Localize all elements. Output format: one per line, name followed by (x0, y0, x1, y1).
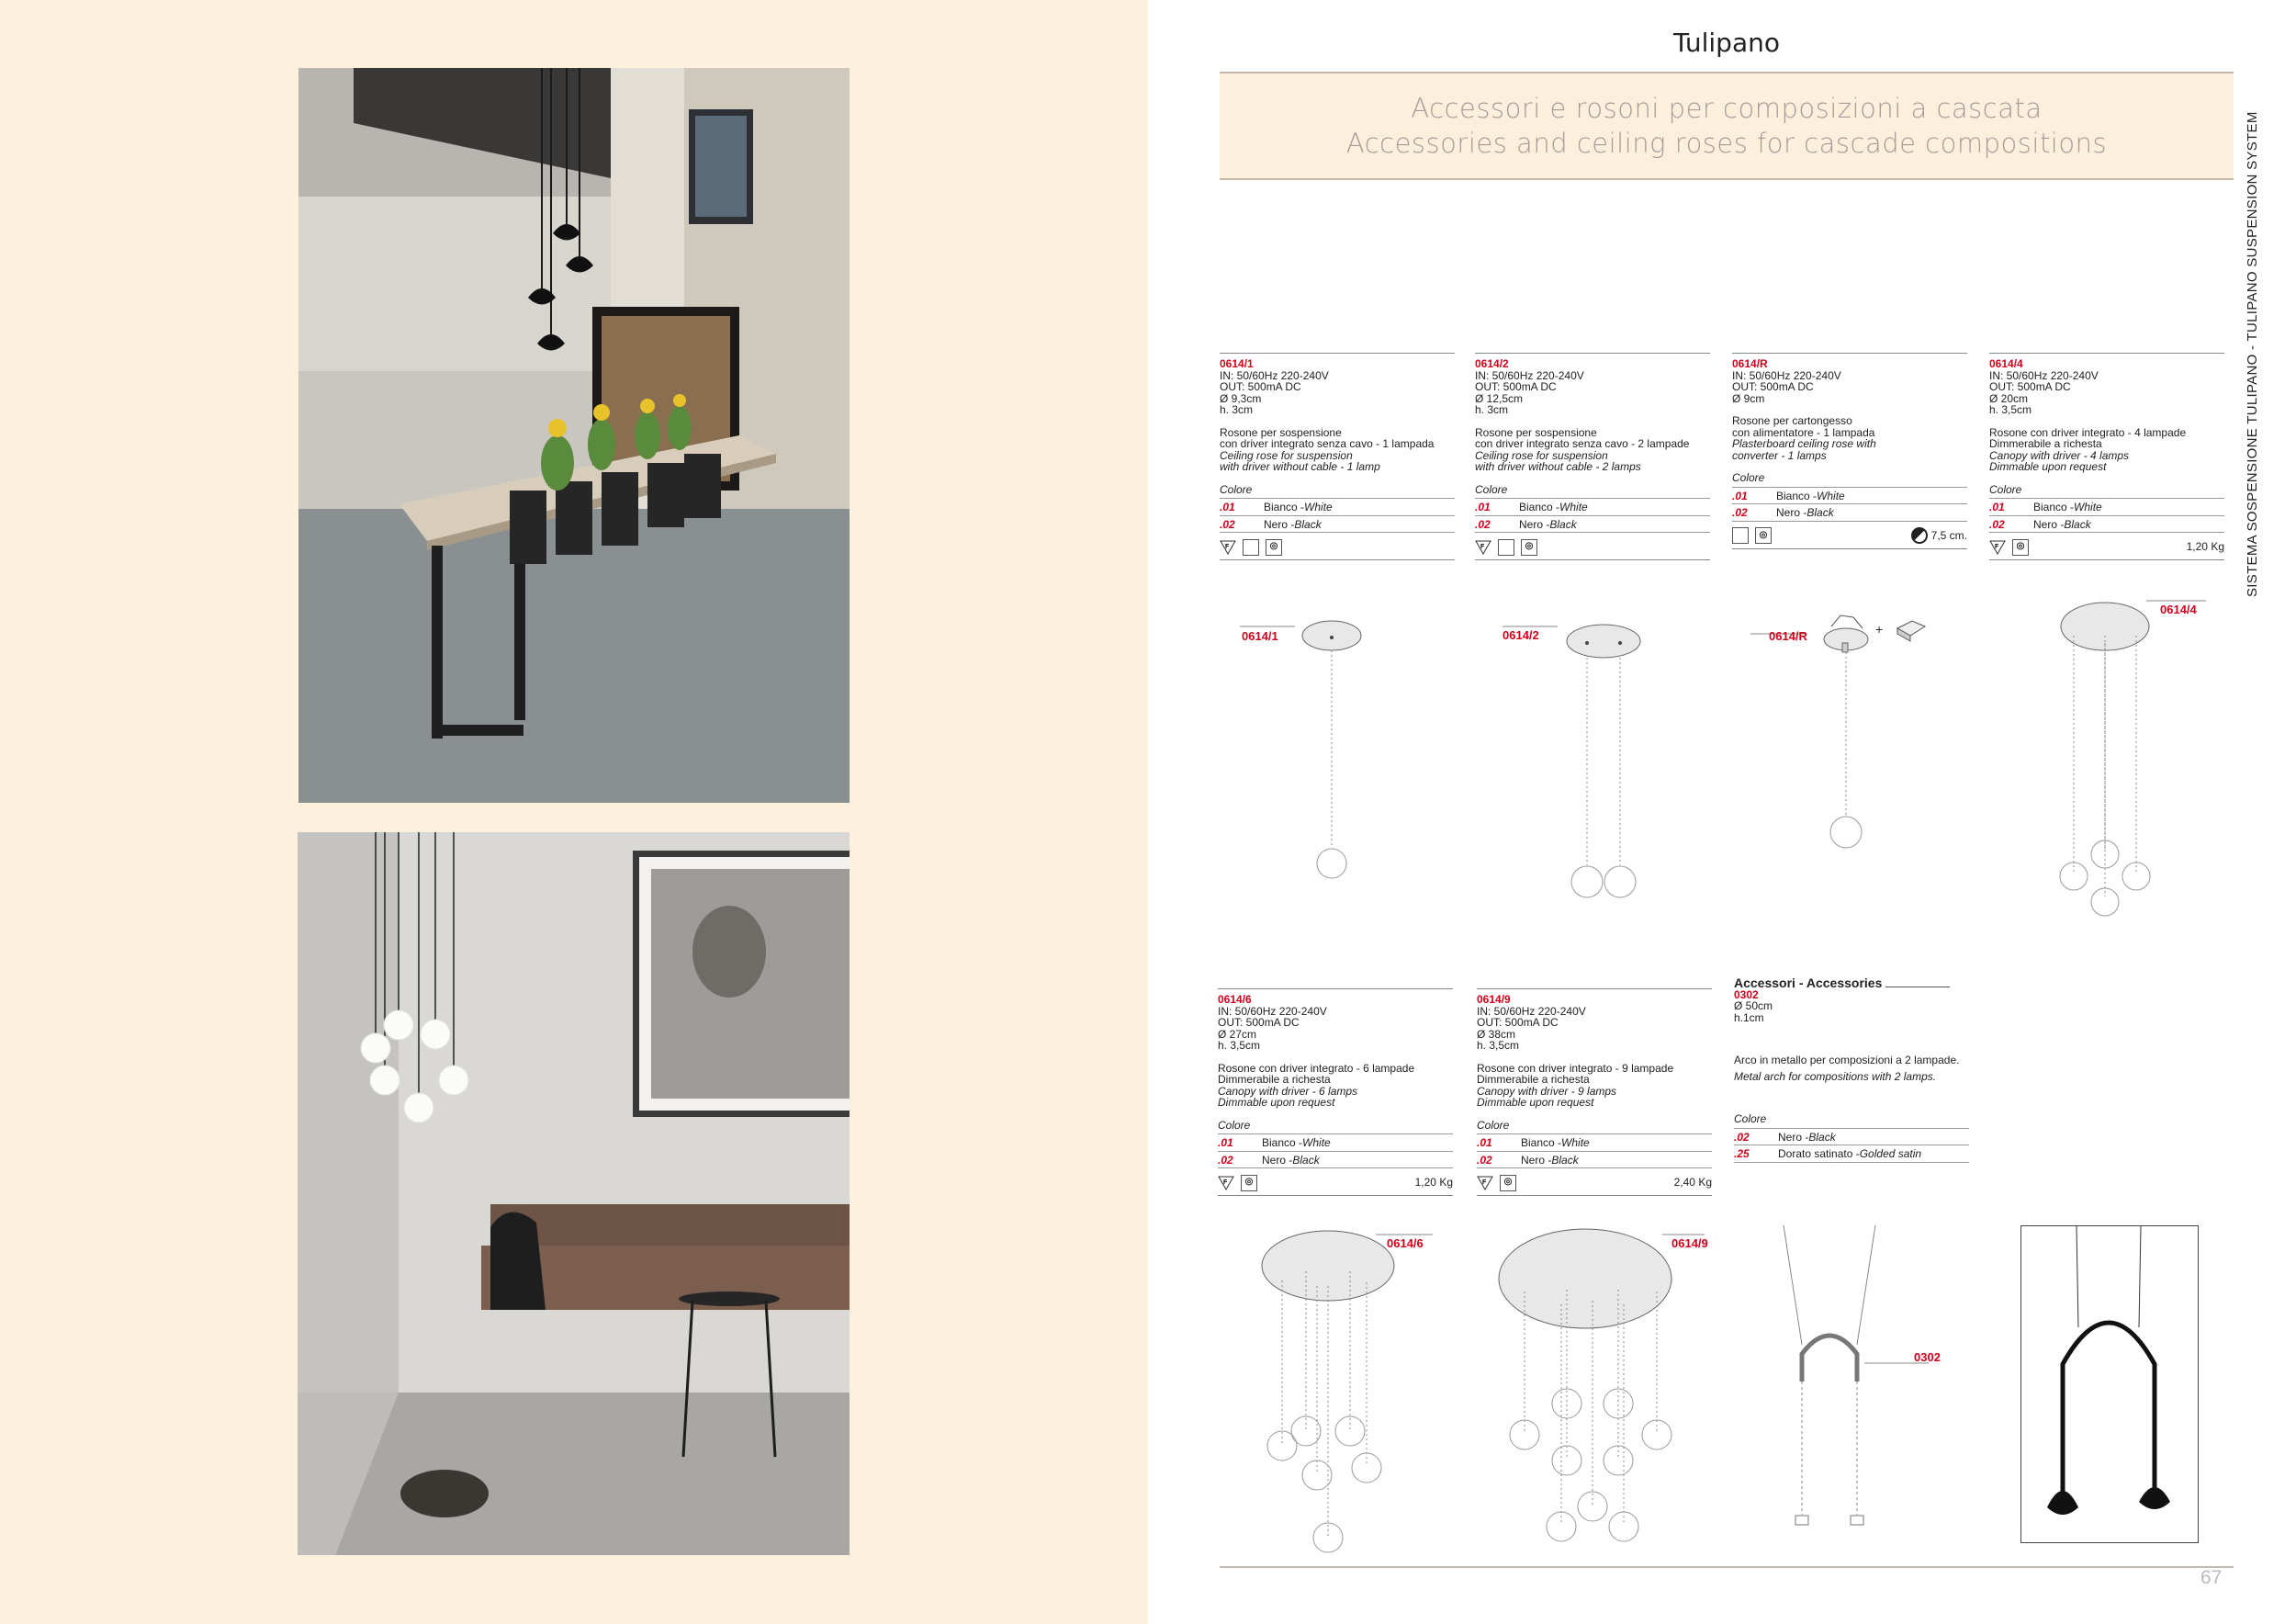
spec-out: OUT: 500mA DC (1989, 380, 2071, 393)
color-name: Bianco - (1262, 1136, 1303, 1149)
spec-out: OUT: 500mA DC (1220, 380, 1301, 393)
icons-row (1477, 1170, 1712, 1196)
desc-it-2: con alimentatore - 1 lampada (1732, 425, 1875, 439)
desc-it-2: Dimmerabile a richesta (1477, 1073, 1590, 1086)
accessory-desc-it: Arco in metallo per composizioni a 2 lampade. (1734, 1054, 1960, 1066)
accessory-color-label: Colore (1734, 1113, 1969, 1129)
drawing-tag-0614-R: 0614/R (1769, 629, 1807, 643)
accessory-height: h.1cm (1734, 1010, 1764, 1024)
spec-height: h. 3cm (1475, 403, 1509, 416)
color-code: .02 (1732, 506, 1748, 519)
color-code: .01 (1989, 501, 2005, 513)
drawing-0614-9 (1469, 1225, 1727, 1565)
color-name-en: Black (1549, 517, 1577, 531)
color-code: .02 (1218, 1153, 1233, 1167)
desc-it-1: Rosone con driver integrato - 9 lampade (1477, 1061, 1674, 1075)
svg-text:F: F (1223, 1179, 1228, 1186)
spec-height: h. 3,5cm (1477, 1039, 1520, 1052)
dining-room-photo (298, 68, 850, 803)
insulation-icon (1243, 539, 1259, 556)
color-name: Nero - (1521, 1153, 1552, 1167)
icons-row (1732, 524, 1967, 549)
spec-in: IN: 50/60Hz 220-240V (1475, 368, 1584, 382)
driver-icon: ◎ (1266, 539, 1282, 556)
color-row (1477, 1152, 1712, 1169)
drawing-0614-1 (1221, 606, 1457, 909)
color-name-en: White (1304, 501, 1333, 513)
accessory-title: Accessori - Accessories (1734, 977, 1969, 989)
product-code: 0614/2 (1475, 357, 1509, 370)
desc-en-1: Canopy with driver - 6 lamps (1218, 1084, 1358, 1098)
desc-en-2: Dimmable upon request (1477, 1096, 1594, 1109)
icons-row (1989, 535, 2224, 560)
color-label: Colore (1989, 484, 2224, 500)
spec-diameter: Ø 38cm (1477, 1027, 1516, 1041)
cut-hole-size: 7,5 cm. (1930, 528, 1967, 542)
accessory-block (1734, 977, 1969, 1163)
desc-it-2: Dimmerabile a richesta (1989, 437, 2102, 450)
product-code: 0614/R (1732, 357, 1768, 370)
color-name: Bianco - (1264, 501, 1305, 513)
drawing-0614-6 (1221, 1225, 1457, 1565)
product-code: 0614/1 (1220, 357, 1254, 370)
spec-height: h. 3,5cm (1989, 403, 2032, 416)
svg-text:F: F (1482, 1179, 1487, 1186)
color-name-en: White (1817, 489, 1845, 502)
color-row (1475, 516, 1710, 534)
weight: 1,20 Kg (2186, 540, 2224, 554)
accessory-code: 0302 (1734, 987, 1759, 1001)
color-name-en: White (1561, 1136, 1590, 1149)
color-row (1220, 499, 1455, 516)
icons-row (1220, 535, 1455, 560)
desc-it-1: Rosone con driver integrato - 6 lampade (1218, 1061, 1415, 1075)
product-block (1475, 353, 1710, 560)
driver-icon: ◎ (1755, 527, 1772, 544)
color-label: Colore (1732, 472, 1967, 488)
accessory-desc-en: Metal arch for compositions with 2 lamps. (1734, 1069, 1937, 1083)
product-code: 0614/9 (1477, 993, 1511, 1006)
drawing-0614-2 (1475, 606, 1710, 909)
desc-it-2: Dimmerabile a richesta (1218, 1073, 1331, 1086)
spec-in: IN: 50/60Hz 220-240V (1218, 1004, 1327, 1018)
spec-in: IN: 50/60Hz 220-240V (1989, 368, 2099, 382)
product-block (1477, 988, 1712, 1196)
product-block (1732, 353, 1967, 549)
color-name-en: Black (1292, 1153, 1320, 1167)
cut-hole-info (1911, 527, 1967, 544)
spec-in: IN: 50/60Hz 220-240V (1477, 1004, 1586, 1018)
color-name: Nero - (1519, 517, 1550, 531)
drawing-tag-0614-6: 0614/6 (1387, 1236, 1424, 1250)
desc-it-2: con driver integrato senza cavo - 2 lampade (1475, 437, 1690, 450)
driver-icon: ◎ (1521, 539, 1537, 556)
drawing-0614-4 (1986, 588, 2221, 928)
spec-diameter: Ø 9cm (1732, 391, 1765, 405)
desc-it-1: Rosone per sospensione (1475, 425, 1597, 439)
product-block (1218, 988, 1453, 1196)
desc-en-2: with driver without cable - 2 lamps (1475, 460, 1641, 473)
color-name: Nero - (1262, 1153, 1293, 1167)
weight: 2,40 Kg (1673, 1176, 1712, 1190)
spec-out: OUT: 500mA DC (1475, 380, 1557, 393)
color-name: Nero - (1264, 517, 1295, 531)
desc-en-1: Ceiling rose for suspension (1220, 448, 1353, 462)
driver-icon: ◎ (2012, 539, 2029, 556)
color-row (1477, 1134, 1712, 1152)
product-code: 0614/6 (1218, 993, 1252, 1006)
color-code: .02 (1220, 517, 1235, 531)
spec-diameter: Ø 9,3cm (1220, 391, 1262, 405)
color-name: Nero - (1776, 506, 1807, 519)
weight: 1,20 Kg (1414, 1176, 1453, 1190)
color-row (1989, 516, 2224, 534)
drawing-tag-0614-1: 0614/1 (1242, 629, 1278, 643)
color-name: Bianco - (1776, 489, 1818, 502)
side-text-label: SISTEMA SOSPENSIONE TULIPANO - TULIPANO SUSPENSION SYSTEM (2245, 111, 2260, 597)
spec-height: h. 3,5cm (1218, 1039, 1261, 1052)
product-block (1220, 353, 1455, 560)
insulation-icon (1498, 539, 1514, 556)
f-mark-icon (1477, 1175, 1493, 1191)
product-code: 0614/4 (1989, 357, 2023, 370)
color-name-en: White (2074, 501, 2102, 513)
icons-row (1475, 535, 1710, 560)
f-mark-icon (1220, 539, 1236, 556)
bottom-rule (1220, 1566, 2234, 1568)
color-name-en: White (1302, 1136, 1331, 1149)
drawing-tag-0614-4: 0614/4 (2160, 603, 2197, 616)
desc-en-2: with driver without cable - 1 lamp (1220, 460, 1380, 473)
band-line-it: Accessori e rosoni per composizioni a cascata (1411, 93, 2043, 124)
color-code: .02 (1477, 1153, 1492, 1167)
color-label: Colore (1477, 1120, 1712, 1135)
color-code: .01 (1477, 1136, 1492, 1149)
arch-product-photo (2020, 1225, 2199, 1543)
accessory-color-row: .02 Nero - Black (1734, 1129, 1969, 1146)
cut-hole-icon (1911, 527, 1928, 544)
color-row (1475, 499, 1710, 516)
desc-it-1: Rosone per sospensione (1220, 425, 1342, 439)
spec-in: IN: 50/60Hz 220-240V (1220, 368, 1329, 382)
living-room-photo (298, 832, 850, 1555)
drawing-tag-0302: 0302 (1914, 1350, 1941, 1364)
driver-icon: ◎ (1500, 1175, 1516, 1191)
drawing-tag-0614-2: 0614/2 (1503, 628, 1539, 642)
color-name-en: Black (1551, 1153, 1579, 1167)
spec-diameter: Ø 20cm (1989, 391, 2029, 405)
driver-icon: ◎ (1241, 1175, 1257, 1191)
color-name-en: Black (2064, 517, 2091, 531)
svg-text:F: F (1480, 543, 1485, 550)
spec-diameter: Ø 27cm (1218, 1027, 1257, 1041)
desc-en-1: Ceiling rose for suspension (1475, 448, 1608, 462)
color-row (1732, 488, 1967, 505)
desc-it-2: con driver integrato senza cavo - 1 lampada (1220, 437, 1435, 450)
desc-en-2: Dimmable upon request (1218, 1096, 1335, 1109)
desc-en-2: Dimmable upon request (1989, 460, 2107, 473)
spec-height: h. 3cm (1220, 403, 1254, 416)
spec-diameter: Ø 12,5cm (1475, 391, 1524, 405)
insulation-icon (1732, 527, 1749, 544)
color-name: Nero - (2033, 517, 2065, 531)
drawing-tag-0614-9: 0614/9 (1671, 1236, 1708, 1250)
desc-en-2: converter - 1 lamps (1732, 448, 1827, 462)
icons-row (1218, 1170, 1453, 1196)
desc-en-1: Canopy with driver - 9 lamps (1477, 1084, 1617, 1098)
product-block (1989, 353, 2224, 560)
color-row (1220, 516, 1455, 534)
color-name: Bianco - (1519, 501, 1560, 513)
spec-out: OUT: 500mA DC (1732, 380, 1814, 393)
color-name-en: White (1559, 501, 1588, 513)
title-band (1220, 72, 2234, 180)
color-row (1218, 1152, 1453, 1169)
color-name-en: Black (1294, 517, 1322, 531)
drawing-0614-R (1732, 606, 1967, 882)
desc-it-1: Rosone con driver integrato - 4 lampade (1989, 425, 2187, 439)
color-code: .02 (1475, 517, 1491, 531)
band-line-en: Accessories and ceiling roses for cascade compositions (1345, 128, 2108, 159)
color-code: .02 (1989, 517, 2005, 531)
color-row (1989, 499, 2224, 516)
color-label: Colore (1475, 484, 1710, 500)
color-name: Bianco - (1521, 1136, 1562, 1149)
accessory-color-row: .25 Dorato satinato - Golded satin (1734, 1145, 1969, 1163)
f-mark-icon (1989, 539, 2006, 556)
spec-in: IN: 50/60Hz 220-240V (1732, 368, 1841, 382)
color-name: Bianco - (2033, 501, 2075, 513)
f-mark-icon (1218, 1175, 1234, 1191)
color-code: .01 (1475, 501, 1491, 513)
svg-text:F: F (1995, 543, 1999, 550)
svg-text:+: + (1875, 622, 1884, 637)
accessory-dia: Ø 50cm (1734, 999, 1773, 1012)
color-name-en: Black (1806, 506, 1834, 519)
side-text (2245, 64, 2259, 597)
drawing-0302-arch (1773, 1225, 1956, 1547)
page-title: Tulipano (1673, 28, 1780, 58)
color-code: .01 (1220, 501, 1235, 513)
color-label: Colore (1220, 484, 1455, 500)
color-row (1218, 1134, 1453, 1152)
svg-text:F: F (1225, 543, 1230, 550)
spec-out: OUT: 500mA DC (1218, 1016, 1300, 1029)
color-label: Colore (1218, 1120, 1453, 1135)
color-code: .01 (1732, 489, 1748, 502)
desc-it-1: Rosone per cartongesso (1732, 414, 1852, 427)
desc-en-1: Canopy with driver - 4 lamps (1989, 448, 2130, 462)
color-code: .01 (1218, 1136, 1233, 1149)
spec-out: OUT: 500mA DC (1477, 1016, 1559, 1029)
color-row (1732, 504, 1967, 522)
f-mark-icon (1475, 539, 1491, 556)
desc-en-1: Plasterboard ceiling rose with (1732, 437, 1876, 450)
page-number: 67 (2200, 1567, 2223, 1588)
